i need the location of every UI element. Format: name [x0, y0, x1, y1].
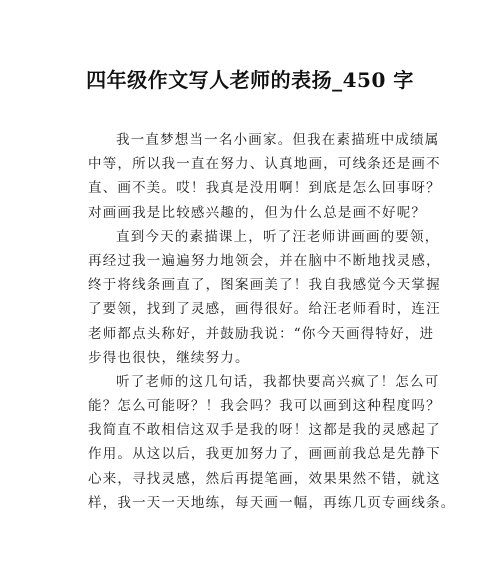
text-line: 能？怎么可能呀？！我会吗？我可以画到这种程度吗？ — [88, 398, 441, 415]
text-line: 我一直梦想当一名小画家。但我在素描班中成绩属 — [116, 132, 440, 148]
text-line: 步得也很快，继续努力。 — [88, 349, 250, 366]
text-line: 中等，所以我一直在努力、认真地画，可线条还是画不 — [88, 156, 441, 173]
text-line: 听了老师的这几句话，我都快要高兴疯了！怎么可 — [116, 373, 440, 390]
text-line: 样，我一天一天地练，每天画一幅，再练几页专画线条。 — [88, 494, 456, 511]
text-line: 我简直不敢相信这双手是我的呀！这都是我的灵感起了 — [88, 422, 441, 439]
document-body — [88, 128, 456, 515]
text-line: 作用。从这以后，我更加努力了，画画前我总是先静下 — [88, 446, 441, 463]
text-line: 对画画我是比较感兴趣的，但为什么总是画不好呢？ — [88, 204, 427, 221]
paragraph-1 — [88, 128, 441, 225]
text-line: 了要领，找到了灵感，画得很好。给汪老师看时，连汪 — [88, 301, 441, 318]
text-line: 直到今天的素描课上，听了汪老师讲画画的要领， — [116, 228, 440, 245]
text-line: 心来，寻找灵感，然后再提笔画，效果果然不错，就这 — [88, 470, 441, 487]
text-line: 再经过我一遍遍努力地领会，并在脑中不断地找灵感， — [88, 252, 441, 269]
text-line: 直、画不美。哎！我真是没用啊！到底是怎么回事呀？ — [88, 180, 441, 197]
text-line: 终于将线条画直了，图案画美了！我自我感觉今天掌握 — [88, 277, 441, 294]
document-title: 四年级作文写人老师的表扬_450 字 — [86, 68, 414, 92]
text-line: 老师都点头称好，并鼓励我说：“你今天画得特好，进 — [88, 325, 435, 342]
paragraph-2 — [88, 225, 441, 370]
paragraph-3 — [88, 370, 456, 515]
